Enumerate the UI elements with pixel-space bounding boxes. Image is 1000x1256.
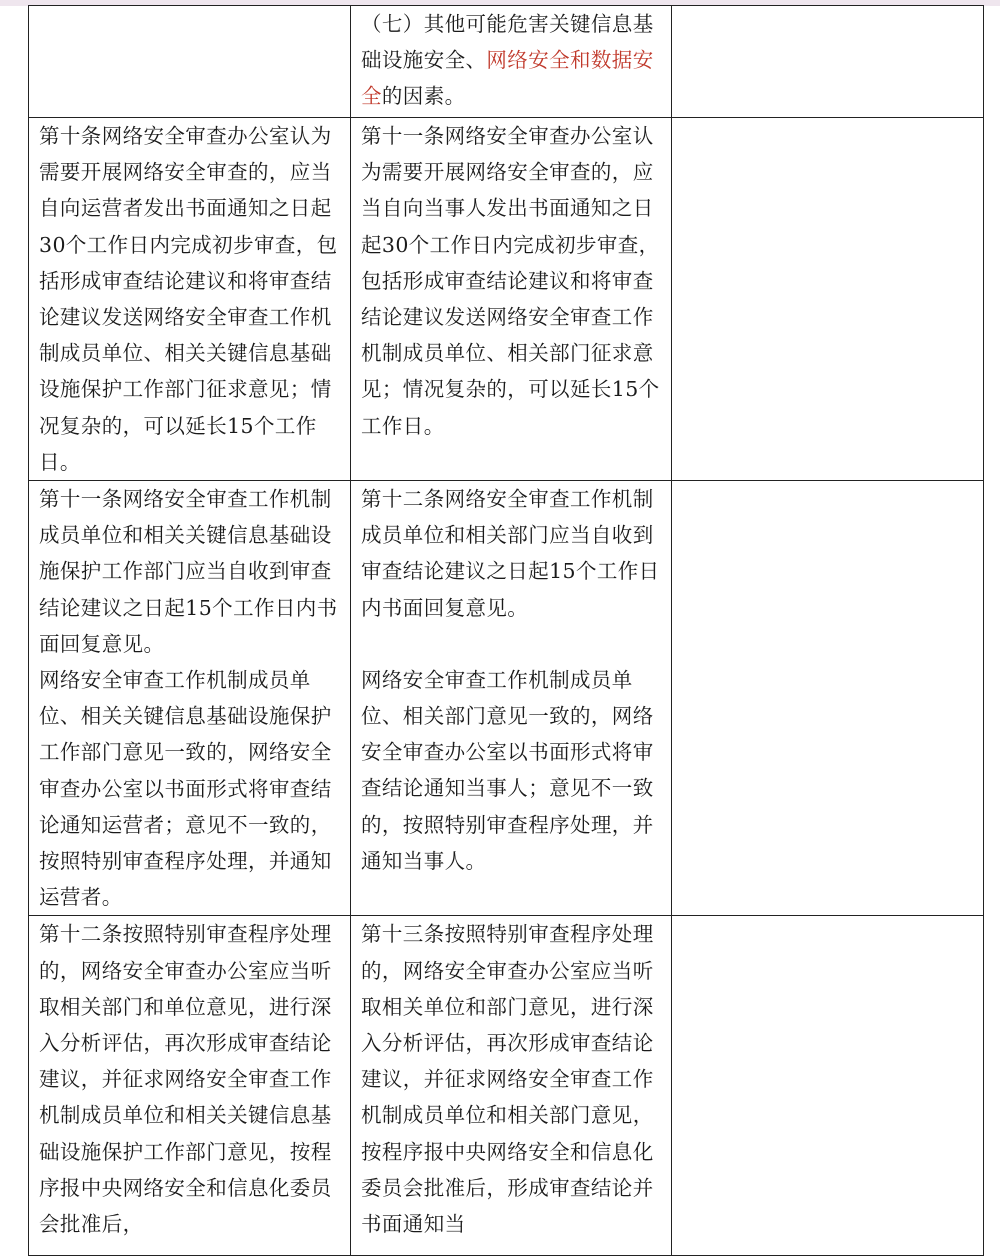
right-paragraph: 网络安全审查工作机制成员单位、相关部门意见一致的，网络安全审查办公室以书面形式将审查结论通知当事人；意见不一致的，按照特别审查程序处理，并通知当事人。 [361,667,654,873]
left-paragraph: 第十二条按照特别审查程序处理的，网络安全审查办公室应当听取相关部门和单位意见，进行深入分析评估，再次形成审查结论建议，并征求网络安全审查工作机制成员单位和相关关键信息基础设施保护工作部门意见，按程序报中央网络安全和信息化委员会批准后， [39,922,332,1237]
left-paragraph: 第十一条网络安全审查工作机制成员单位和相关关键信息基础设施保护工作部门应当自收到审查结论建议之日起15个工作日内书面回复意见。 [39,487,338,656]
right-text-prefix: （七）其他可能危害关键信息基础设施安全、 [361,12,654,73]
table-row [29,916,984,1256]
right-cell [351,118,672,481]
comparison-table [28,5,984,1256]
table-row [29,6,984,118]
right-paragraph: 第十二条网络安全审查工作机制成员单位和相关部门应当自收到审查结论建议之日起15个工作日内书面回复意见。 [361,487,660,620]
left-cell [29,916,351,1256]
right-paragraph: 第十一条网络安全审查办公室认为需要开展网络安全审查的，应当自向当事人发出书面通知之日起30个工作日内完成初步审查，包括形成审查结论建议和将审查结论建议发送网络安全审查工作机制成员单位、相关部门征求意见；情况复杂的，可以延长15个工作日。 [361,124,660,438]
left-cell [29,481,351,916]
note-cell [672,118,984,481]
right-cell [351,916,672,1256]
left-paragraph: 第十条网络安全审查办公室认为需要开展网络安全审查的，应当自向运营者发出书面通知之日起30个工作日内完成初步审查，包括形成审查结论建议和将审查结论建议发送网络安全审查工作机制成员单位、相关关键信息基础设施保护工作部门征求意见；情况复杂的，可以延长15个工作日。 [39,124,338,474]
right-paragraph [361,6,661,115]
table-row [29,481,984,916]
right-paragraph: 第十三条按照特别审查程序处理的，网络安全审查办公室应当听取相关单位和部门意见，进行深入分析评估，再次形成审查结论建议，并征求网络安全审查工作机制成员单位和相关部门意见，按程序报中央网络安全和信息化委员会批准后，形成审查结论并书面通知当 [361,922,654,1237]
note-cell [672,916,984,1256]
highlighted-text: 网络安全和数据安全 [361,48,654,109]
right-cell [351,6,672,118]
left-cell [29,6,351,118]
left-cell [29,118,351,481]
right-cell [351,481,672,916]
note-cell [672,6,984,118]
note-cell [672,481,984,916]
paragraph-gap [361,626,661,662]
left-paragraph: 网络安全审查工作机制成员单位、相关关键信息基础设施保护工作部门意见一致的，网络安全审查办公室以书面形式将审查结论通知运营者；意见不一致的，按照特别审查程序处理，并通知运营者。 [39,668,332,910]
table-row [29,118,984,481]
right-text-suffix: 的因素。 [381,84,466,109]
